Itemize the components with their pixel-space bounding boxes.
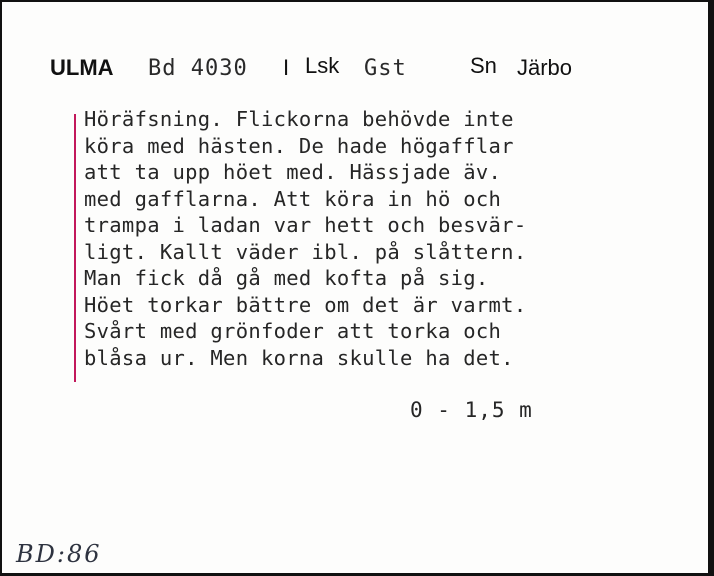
text-line: med gafflarna. Att köra in hö och: [84, 186, 502, 211]
text-line: köra med hästen. De hade högafflar: [84, 133, 514, 158]
archive-label: ULMA: [50, 55, 114, 80]
section-label: I: [283, 55, 290, 80]
text-line: blåsa ur. Men korna skulle ha det.: [84, 345, 514, 370]
text-line: ligt. Kallt väder ibl. på slåttern.: [84, 239, 527, 264]
text-line: Svårt med grönfoder att torka och: [84, 319, 502, 343]
landskap-label: Lsk: [305, 53, 340, 78]
altitude-range: 0 - 1,5 m: [410, 398, 533, 422]
parish-label: Sn: [470, 53, 497, 78]
parish-value: Järbo: [517, 55, 573, 80]
margin-rule: [74, 114, 76, 382]
volume-number: Bd 4030: [148, 56, 248, 81]
text-line: Höet torkar bättre om det är varmt.: [84, 292, 527, 317]
text-line: att ta upp höet med. Hässjade äv.: [84, 160, 502, 184]
card-header: [2, 52, 714, 86]
landskap-value: Gst: [364, 56, 407, 81]
typed-entry: [84, 106, 684, 371]
handwritten-note: BD:86: [16, 540, 102, 568]
text-line: Man fick då gå med kofta på sig.: [84, 266, 489, 290]
text-line: trampa i ladan var hett och besvär-: [84, 213, 527, 237]
text-line: Höräfsning. Flickorna behövde inte: [84, 107, 514, 131]
